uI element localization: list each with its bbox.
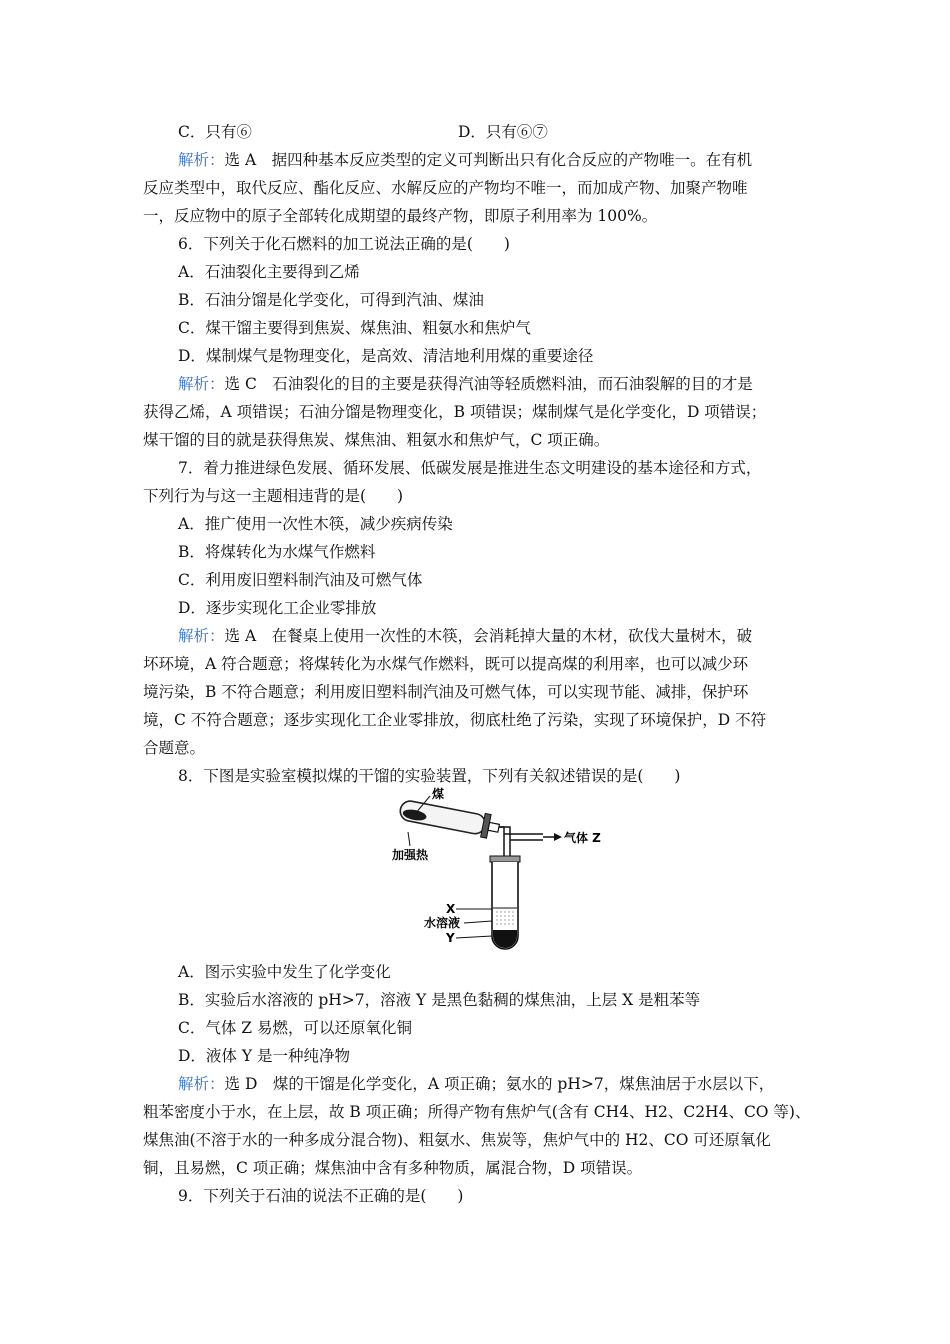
q6-option-d: D．煤制煤气是物理变化，是高效、清洁地利用煤的重要途径 <box>178 347 594 365</box>
analysis-label: 解析： <box>178 627 225 645</box>
q8-option-b: B．实验后水溶液的 pH>7，溶液 Y 是黑色黏稠的煤焦油，上层 X 是粗苯等 <box>178 991 701 1009</box>
q8-analysis-line-1 <box>178 1070 774 1098</box>
analysis-label: 解析： <box>178 151 225 169</box>
q6-stem: 6．下列关于化石燃料的加工说法正确的是( ) <box>178 235 510 253</box>
q7-option-b: B．将煤转化为水煤气作燃料 <box>178 543 376 561</box>
q7-stem-line-2: 下列行为与这一主题相违背的是( ) <box>143 487 404 505</box>
coal-distillation-apparatus-figure <box>388 786 603 952</box>
q7-analysis-line-5: 合题意。 <box>143 739 206 757</box>
q8-analysis-text-1: 选 D 煤的干馏是化学变化，A 项正确；氨水的 pH>7，煤焦油居于水层以下， <box>224 1075 775 1093</box>
q7-option-c: C．利用废旧塑料制汽油及可燃气体 <box>178 571 423 589</box>
q8-analysis-line-3: 煤焦油(不溶于水的一种多成分混合物)、粗氨水、焦炭等，焦炉气中的 H2、CO 可还原氧化 <box>143 1131 771 1149</box>
q6-analysis-line-2: 获得乙烯，A 项错误；石油分馏是物理变化，B 项错误；煤制煤气是化学变化，D 项错误； <box>143 403 767 421</box>
q7-analysis-line-2: 坏环境，A 符合题意；将煤转化为水煤气作燃料，既可以提高煤的利用率，也可以减少环 <box>143 655 749 673</box>
q8-option-d: D．液体 Y 是一种纯净物 <box>178 1047 351 1065</box>
figure-label-gas-z: 气体 Z <box>564 831 601 845</box>
q7-option-a: A．推广使用一次性木筷，减少疾病传染 <box>178 515 453 533</box>
q5-analysis-line-1 <box>178 146 752 174</box>
q7-option-d: D．逐步实现化工企业零排放 <box>178 599 377 617</box>
figure-label-heat: 加强热 <box>392 848 429 862</box>
q6-option-a: A．石油裂化主要得到乙烯 <box>178 263 360 281</box>
q7-analysis-line-3: 境污染，B 不符合题意；利用废旧塑料制汽油及可燃气体，可以实现节能、减排，保护环 <box>143 683 749 701</box>
q6-option-b: B．石油分馏是化学变化，可得到汽油、煤油 <box>178 291 484 309</box>
q6-analysis-text-1: 选 C 石油裂化的目的主要是获得汽油等轻质燃料油，而石油裂解的目的才是 <box>224 375 753 393</box>
q5-analysis-line-3: 一，反应物中的原子全部转化成期望的最终产物，即原子利用率为 100%。 <box>143 207 658 225</box>
q7-analysis-line-1 <box>178 622 752 650</box>
q5-option-c: C．只有⑥ <box>178 123 252 141</box>
analysis-label: 解析： <box>178 375 225 393</box>
q5-analysis-line-2: 反应类型中，取代反应、酯化反应、水解反应的产物均不唯一，而加成产物、加聚产物唯 <box>143 179 748 197</box>
q6-analysis-line-3: 煤干馏的目的就是获得焦炭、煤焦油、粗氨水和焦炉气，C 项正确。 <box>143 431 610 449</box>
q8-stem: 8．下图是实验室模拟煤的干馏的实验装置，下列有关叙述错误的是( ) <box>178 767 681 785</box>
q7-analysis-text-1: 选 A 在餐桌上使用一次性的木筷，会消耗掉大量的木材，砍伐大量树木，破 <box>224 627 753 645</box>
figure-label-y: Y <box>446 931 455 945</box>
q7-stem-line-1: 7．着力推进绿色发展、循环发展、低碳发展是推进生态文明建设的基本途径和方式， <box>178 459 762 477</box>
figure-label-x: X <box>446 902 456 916</box>
q6-analysis-line-1 <box>178 370 753 398</box>
q5-analysis-text-1: 选 A 据四种基本反应类型的定义可判断出只有化合反应的产物唯一。在有机 <box>224 151 753 169</box>
q5-option-d: D．只有⑥⑦ <box>458 123 548 141</box>
q8-option-c: C．气体 Z 易燃，可以还原氧化铜 <box>178 1019 412 1037</box>
figure-label-coal: 煤 <box>432 787 445 801</box>
q7-analysis-line-4: 境，C 不符合题意；逐步实现化工企业零排放，彻底杜绝了污染，实现了环境保护，D 不符 <box>143 711 767 729</box>
q9-stem: 9．下列关于石油的说法不正确的是( ) <box>178 1187 464 1205</box>
figure-label-solution: 水溶液 <box>424 916 461 930</box>
q8-analysis-line-2: 粗苯密度小于水，在上层，故 B 项正确；所得产物有焦炉气(含有 CH4、H2、C2H4、CO 等)、 <box>143 1103 811 1121</box>
q8-option-a: A．图示实验中发生了化学变化 <box>178 963 391 981</box>
analysis-label: 解析： <box>178 1075 225 1093</box>
q5-options-row <box>178 118 548 146</box>
q6-option-c: C．煤干馏主要得到焦炭、煤焦油、粗氨水和焦炉气 <box>178 319 531 337</box>
q8-analysis-line-4: 铜，且易燃，C 项正确；煤焦油中含有多种物质，属混合物，D 项错误。 <box>143 1159 643 1177</box>
